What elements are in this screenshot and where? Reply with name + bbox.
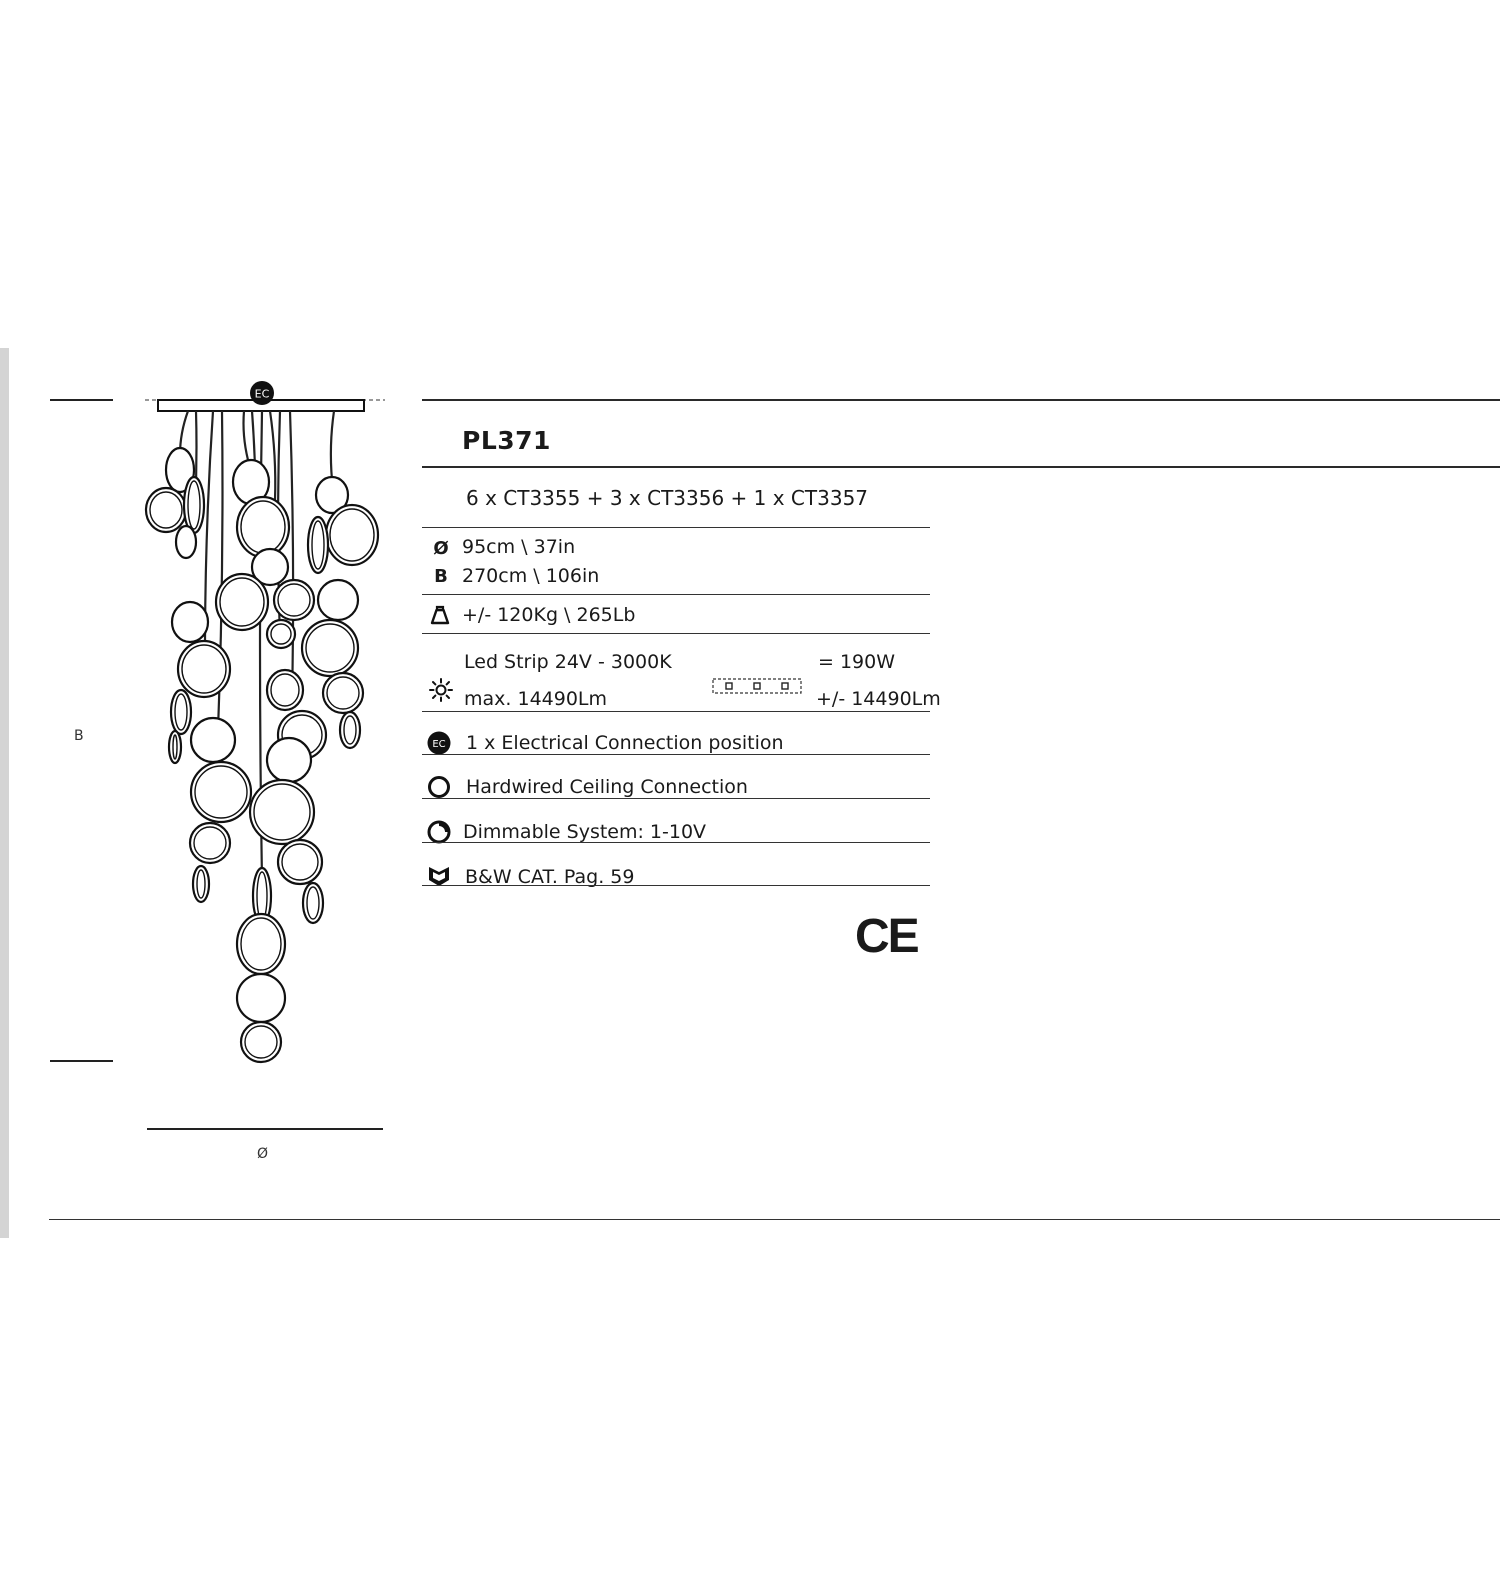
cable xyxy=(290,411,293,700)
composition: 6 x CT3355 + 3 x CT3356 + 1 x CT3357 xyxy=(466,486,869,510)
rule-8 xyxy=(422,885,930,886)
ring-icon xyxy=(427,775,451,799)
title-bottom-rule xyxy=(422,466,1500,468)
glass-disc xyxy=(278,840,322,884)
glass-disc xyxy=(308,517,328,573)
glass-disc xyxy=(193,866,209,902)
glass-disc xyxy=(191,762,251,822)
glass-disc xyxy=(146,488,186,532)
glass-disc xyxy=(250,780,314,844)
product-code: PL371 xyxy=(462,426,551,455)
cable xyxy=(270,411,275,500)
weight-icon xyxy=(429,604,451,626)
height-value: 270cm \ 106in xyxy=(462,565,600,587)
glass-disc xyxy=(323,673,363,713)
diameter-icon: Ø xyxy=(433,538,449,559)
sun-icon xyxy=(428,677,454,703)
glass-disc xyxy=(237,914,285,974)
ec-icon xyxy=(427,731,451,755)
rule-1 xyxy=(422,527,930,528)
light-max-lumen: max. 14490Lm xyxy=(464,688,608,710)
height-label: B xyxy=(74,728,84,744)
light-lumen: +/- 14490Lm xyxy=(816,688,941,710)
glass-disc xyxy=(274,580,314,620)
bottom-rule xyxy=(49,1219,1500,1220)
glass-discs xyxy=(146,448,378,1062)
glass-disc xyxy=(318,580,358,620)
rule-5 xyxy=(422,754,930,755)
rule-2 xyxy=(422,594,930,595)
light-power: = 190W xyxy=(818,651,896,673)
led-strip-icon xyxy=(712,677,802,697)
rule-4 xyxy=(422,711,930,712)
glass-disc xyxy=(303,883,323,923)
glass-disc xyxy=(340,712,360,748)
title-top-rule xyxy=(422,399,1500,401)
glass-disc xyxy=(172,602,208,642)
diameter-value: 95cm \ 37in xyxy=(462,536,576,558)
glass-disc xyxy=(326,505,378,565)
weight-value: +/- 120Kg \ 265Lb xyxy=(462,604,636,626)
cable xyxy=(244,411,249,460)
glass-disc xyxy=(267,738,311,782)
glass-disc xyxy=(169,731,181,763)
ec-icon-text: EC xyxy=(432,739,446,750)
ec-marker-text: EC xyxy=(254,387,270,401)
rule-7 xyxy=(422,842,930,843)
catalog-value: B&W CAT. Pag. 59 xyxy=(465,866,635,888)
ce-mark: CE xyxy=(855,910,918,963)
rule-3 xyxy=(422,633,930,634)
glass-disc xyxy=(237,974,285,1022)
glass-disc xyxy=(178,641,230,697)
lamp-drawing xyxy=(0,0,420,1240)
glass-disc xyxy=(191,718,235,762)
diameter-label: Ø xyxy=(257,1146,269,1162)
glass-disc xyxy=(267,670,303,710)
height-icon: B xyxy=(434,566,448,587)
dimmable-value: Dimmable System: 1-10V xyxy=(463,821,707,843)
glass-disc xyxy=(190,823,230,863)
glass-disc xyxy=(171,690,191,734)
glass-disc xyxy=(241,1022,281,1062)
ec-value: 1 x Electrical Connection position xyxy=(466,732,784,754)
glass-disc xyxy=(176,526,196,558)
ceiling-value: Hardwired Ceiling Connection xyxy=(466,776,748,798)
glass-disc xyxy=(216,574,268,630)
dimmer-icon xyxy=(427,820,451,844)
rule-6 xyxy=(422,798,930,799)
glass-disc xyxy=(184,477,204,533)
glass-disc xyxy=(302,620,358,676)
cable xyxy=(331,411,334,480)
glass-disc xyxy=(237,497,289,557)
light-source: Led Strip 24V - 3000K xyxy=(464,651,672,673)
